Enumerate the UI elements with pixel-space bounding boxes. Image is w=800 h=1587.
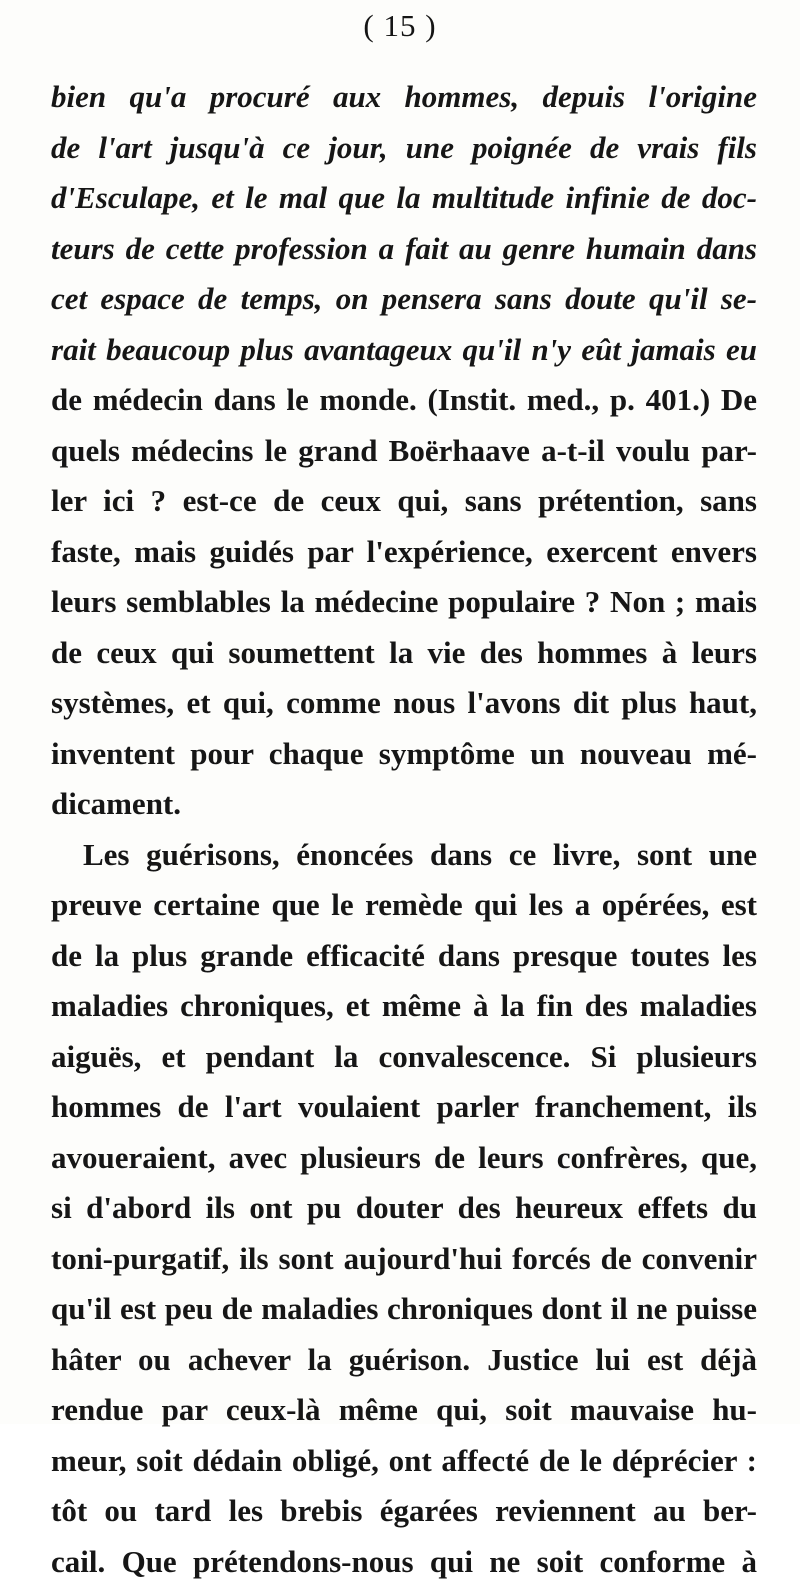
text-line: rendue par ceux-là même qui, soit mauvaise hu-: [51, 1385, 757, 1436]
text-line: avoueraient, avec plusieurs de leurs confrères, que,: [51, 1133, 757, 1184]
text-line: faste, mais guidés par l'expérience, exercent envers: [51, 527, 757, 578]
text-line: meur, soit dédain obligé, ont affecté de le déprécier :: [51, 1436, 757, 1487]
text-line: bien qu'a procuré aux hommes, depuis l'origine: [51, 72, 757, 123]
text-line: maladies chroniques, et même à la fin des maladies: [51, 981, 757, 1032]
body-text: [51, 72, 757, 1587]
text-line: cet espace de temps, on pensera sans doute qu'il se-: [51, 274, 757, 325]
text-line: hâter ou achever la guérison. Justice lui est déjà: [51, 1335, 757, 1386]
text-line: teurs de cette profession a fait au genre humain dans: [51, 224, 757, 275]
text-line: de médecin dans le monde. (Instit. med., p. 401.) De: [51, 375, 757, 426]
text-line: de ceux qui soumettent la vie des hommes à leurs: [51, 628, 757, 679]
text-line: rait beaucoup plus avantageux qu'il n'y eût jamais eu: [51, 325, 757, 376]
text-line: de la plus grande efficacité dans presque toutes les: [51, 931, 757, 982]
text-line: toni-purgatif, ils sont aujourd'hui forcés de convenir: [51, 1234, 757, 1285]
text-line: preuve certaine que le remède qui les a opérées, est: [51, 880, 757, 931]
text-line: tôt ou tard les brebis égarées reviennent au ber-: [51, 1486, 757, 1537]
text-line: hommes de l'art voulaient parler franchement, ils: [51, 1082, 757, 1133]
text-line: systèmes, et qui, comme nous l'avons dit plus haut,: [51, 678, 757, 729]
text-line: cail. Que prétendons-nous qui ne soit conforme à: [51, 1537, 757, 1587]
text-line: quels médecins le grand Boërhaave a-t-il voulu par-: [51, 426, 757, 477]
text-line: d'Esculape, et le mal que la multitude infinie de doc-: [51, 173, 757, 224]
text-line: dicament.: [51, 779, 757, 830]
text-line: si d'abord ils ont pu douter des heureux effets du: [51, 1183, 757, 1234]
text-line: qu'il est peu de maladies chroniques dont il ne puisse: [51, 1284, 757, 1335]
text-line: Les guérisons, énoncées dans ce livre, sont une: [51, 830, 757, 881]
text-line: de l'art jusqu'à ce jour, une poignée de vrais fils: [51, 123, 757, 174]
text-line: leurs semblables la médecine populaire ? Non ; mais: [51, 577, 757, 628]
text-line: inventent pour chaque symptôme un nouveau mé-: [51, 729, 757, 780]
text-line: aiguës, et pendant la convalescence. Si plusieurs: [51, 1032, 757, 1083]
page-number: ( 15 ): [0, 8, 800, 44]
text-line: ler ici ? est-ce de ceux qui, sans prétention, sans: [51, 476, 757, 527]
